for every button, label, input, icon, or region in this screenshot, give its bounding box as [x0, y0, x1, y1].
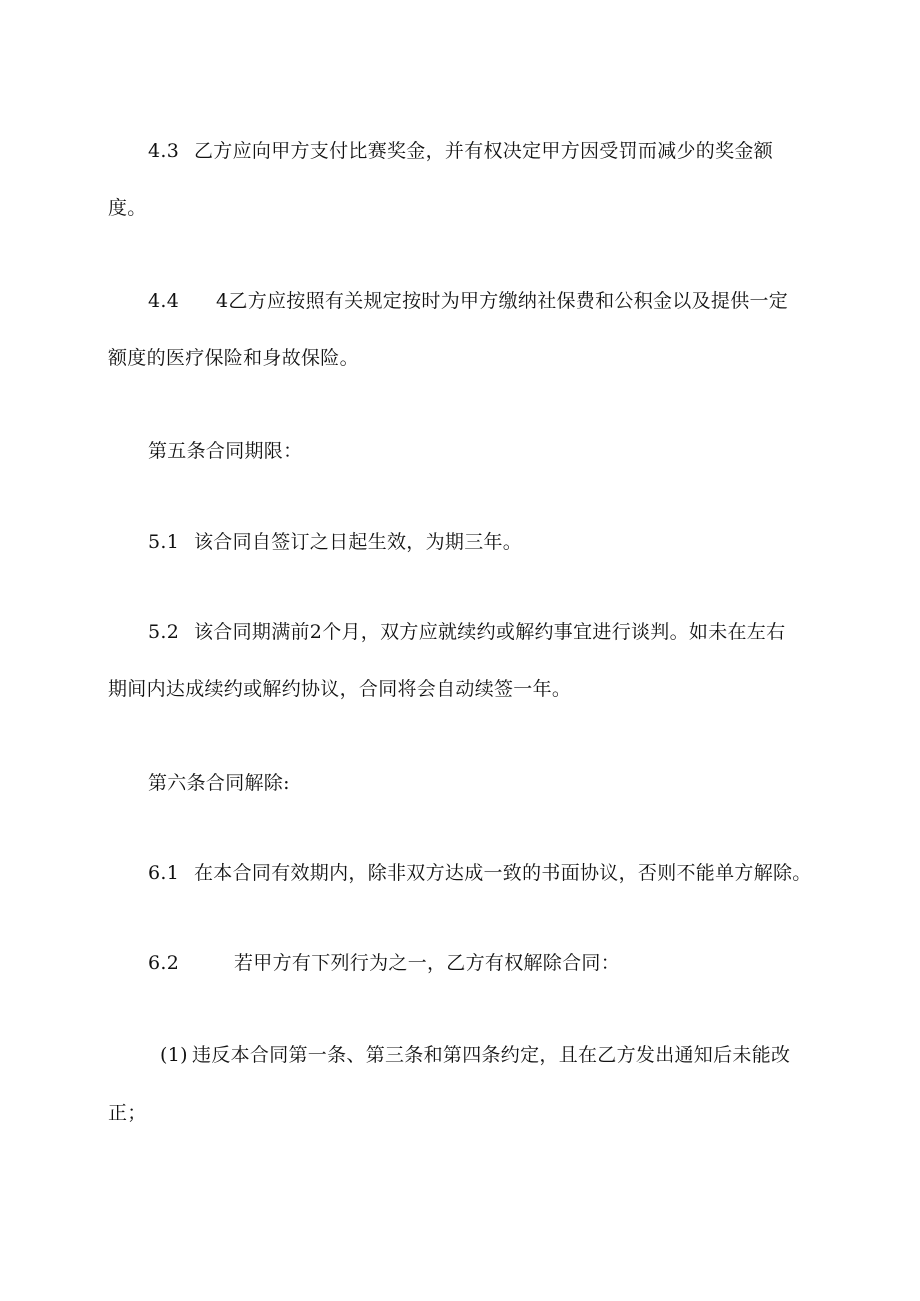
clause-5-2-line1 [148, 620, 785, 644]
clause-5-1-line1 [148, 530, 522, 554]
clause-6-2-line1 [148, 951, 620, 975]
article-5-heading: 第五条合同期限： [148, 440, 303, 462]
clause-number: 5.1 [148, 531, 180, 553]
clause-text: 该合同期满前2个月，双方应就续约或解约事宜进行谈判。如未在左右 [194, 621, 786, 643]
clause-number: 5.2 [148, 621, 180, 643]
item-1-line2: 正； [108, 1102, 147, 1124]
clause-text: 若甲方有下列行为之一，乙方有权解除合同： [234, 952, 621, 974]
clause-number: 6.1 [148, 862, 180, 884]
clause-text: 乙方应向甲方支付比赛奖金，并有权决定甲方因受罚而减少的奖金额 [194, 140, 774, 162]
clause-4-3-line1 [148, 139, 773, 163]
item-number: (1) [160, 1044, 188, 1066]
clause-4-4-line1 [148, 289, 788, 313]
clause-text: 该合同自签订之日起生效，为期三年。 [194, 531, 523, 553]
clause-text: 在本合同有效期内，除非双方达成一致的书面协议，否则不能单方解除。 [194, 862, 812, 884]
clause-number: 4.3 [148, 140, 180, 162]
clause-4-4-line2: 额度的医疗保险和身故保险。 [108, 347, 359, 369]
clause-6-1-line1 [148, 861, 812, 885]
article-6-heading: 第六条合同解除: [148, 772, 290, 794]
clause-number: 4.4 [148, 290, 180, 312]
clause-4-3-line2: 度。 [108, 197, 147, 219]
clause-text: 4乙方应按照有关规定按时为甲方缴纳社保费和公积金以及提供一定 [216, 290, 789, 312]
clause-number: 6.2 [148, 952, 180, 974]
item-1-line1 [160, 1043, 790, 1067]
item-text: 违反本合同第一条、第三条和第四条约定，且在乙方发出通知后未能改 [192, 1044, 791, 1066]
clause-5-2-line2: 期间内达成续约或解约协议，合同将会自动续签一年。 [108, 678, 572, 700]
